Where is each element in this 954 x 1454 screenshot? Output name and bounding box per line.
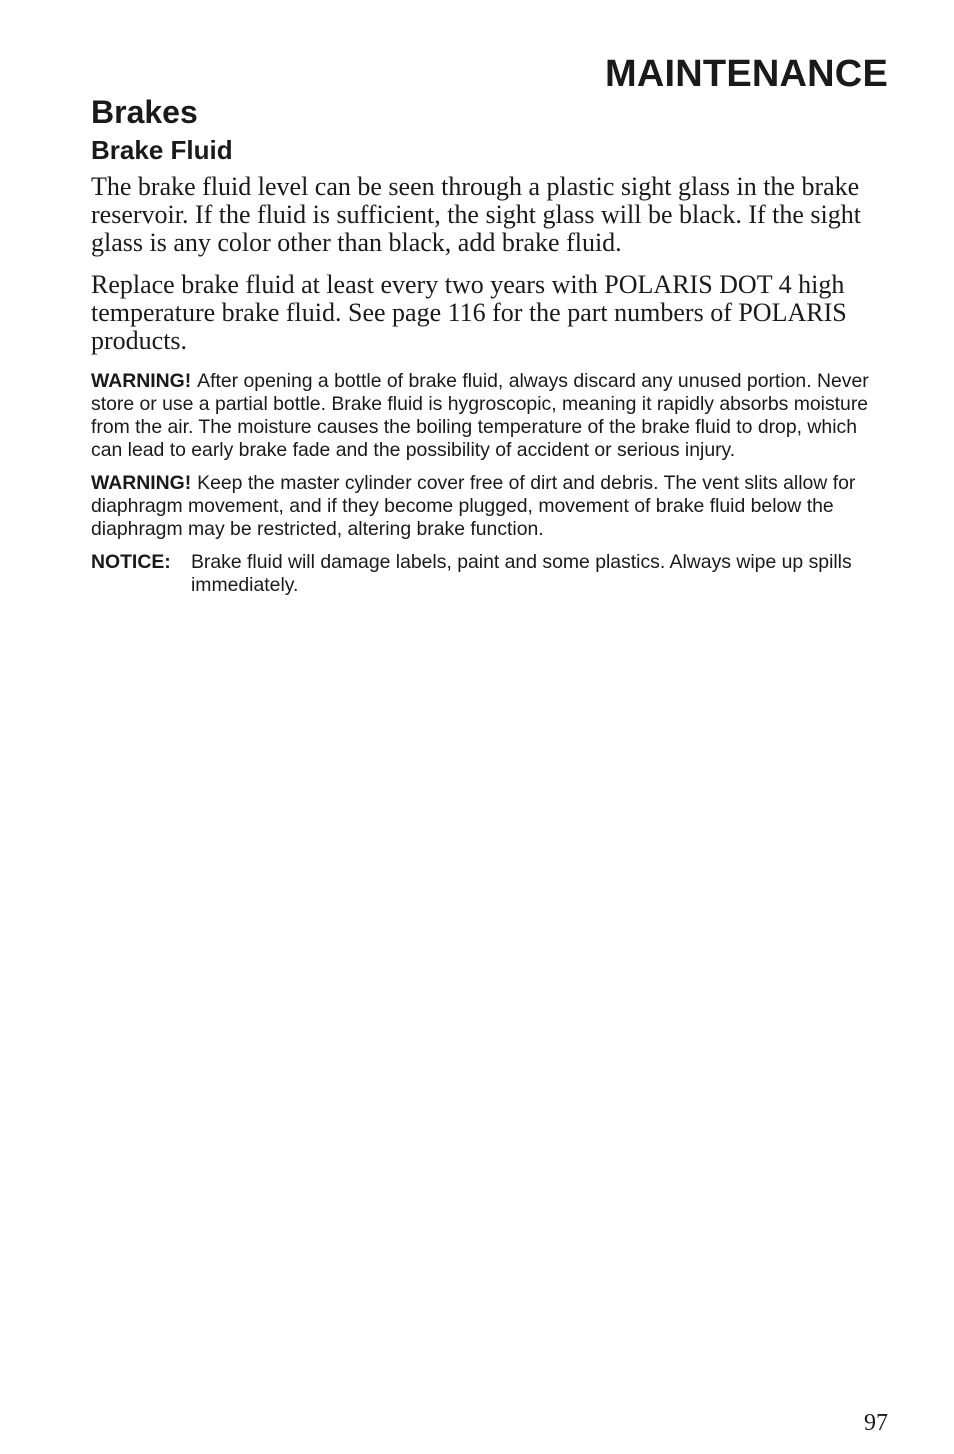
chapter-title: MAINTENANCE <box>605 53 888 95</box>
content-area <box>91 92 888 597</box>
warning-notice-discard-unused <box>91 370 888 462</box>
notice-damage-labels <box>91 551 888 597</box>
warning-text: After opening a bottle of brake fluid, always discard any unused portion. Never store or use a partial bottle. Brake fluid is hygroscopic, meaning it rapidly absorbs moisture from the air. The moisture causes the boiling temperature of the brake fluid to drop, which can lead to early brake fade and the possibility of accident or serious injury. <box>91 370 869 461</box>
warning-label: WARNING! <box>91 472 192 494</box>
notice-label: NOTICE: <box>91 551 171 573</box>
warning-label: WARNING! <box>91 370 192 392</box>
page-number: 97 <box>864 1410 888 1436</box>
body-paragraph-sight-glass: The brake fluid level can be seen through a plastic sight glass in the brake reservoir. If the fluid is sufficient, the sight glass will be black. If the sight glass is any color other than black, add brake fluid. <box>91 172 861 257</box>
notice-text: Brake fluid will damage labels, paint and some plastics. Always wipe up spills immediately. <box>191 551 852 596</box>
subsection-title: Brake Fluid <box>91 135 233 165</box>
warning-notice-master-cylinder <box>91 472 888 541</box>
section-title: Brakes <box>91 94 198 130</box>
warning-text: Keep the master cylinder cover free of dirt and debris. The vent slits allow for diaphragm movement, and if they become plugged, movement of brake fluid below the diaphragm may be restricted, altering brake function. <box>91 472 856 540</box>
body-paragraph-replace-fluid: Replace brake fluid at least every two years with POLARIS DOT 4 high temperature brake fluid. See page 116 for the part numbers of POLARIS products. <box>91 270 847 355</box>
